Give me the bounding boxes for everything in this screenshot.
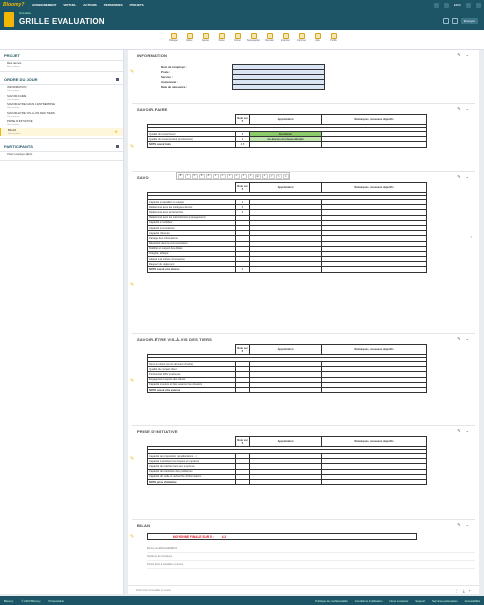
editor-tool-button[interactable]: ≡ [220, 174, 226, 179]
block-title: BILAN [137, 523, 151, 528]
add-icon[interactable]: + [468, 587, 471, 593]
edit-icon[interactable]: ✎ [457, 428, 461, 433]
save-icon [251, 33, 257, 39]
header-blank [148, 437, 236, 447]
sidebar-item-sub: Mon contenu [7, 65, 20, 68]
sidebar-section[interactable] [0, 50, 123, 61]
chevron-down-icon[interactable]: ⌄ [465, 52, 469, 57]
table-header [148, 183, 427, 193]
final-average-label: MOYENNE FINALE SUR 5 : [173, 534, 214, 539]
chevron-down-icon[interactable]: ⌄ [465, 336, 469, 341]
send-button[interactable]: Envoyer [461, 18, 478, 24]
sidebar-item[interactable] [0, 152, 123, 158]
footer-link[interactable]: Accessibilité [464, 598, 480, 603]
remarks-cell[interactable] [322, 387, 427, 392]
pin-icon[interactable]: ✎ [130, 534, 135, 540]
editor-tool-button[interactable]: ↶ [269, 174, 275, 179]
profile-icon [331, 33, 337, 39]
criterion-cell: Réactivité dans la communication [148, 241, 236, 246]
criterion-cell: Capacité à travailler en équipe [148, 200, 236, 205]
download-icon[interactable]: ⤓ [462, 587, 465, 593]
criterion-cell: Qualité du contact client [148, 367, 236, 372]
criterion-cell: Relationnel avec les subordonnés (management) [148, 215, 236, 220]
pin-icon[interactable]: ✎ [130, 144, 135, 150]
footer-link[interactable]: Bloomy [4, 598, 14, 603]
tool-label: Tester [218, 40, 225, 42]
note-cell[interactable]: 4 [236, 137, 250, 142]
divider [0, 160, 123, 161]
initiative-block [132, 426, 475, 520]
appreciation-cell[interactable]: Au-dessus du niveau attendu [250, 137, 322, 142]
appreciation-cell[interactable] [250, 479, 322, 484]
editor-tool-button[interactable]: S [199, 174, 205, 179]
editor-tool-button[interactable]: ≡ [262, 174, 268, 179]
note-cell[interactable]: 4.5 [236, 142, 250, 147]
note-cell[interactable] [236, 387, 250, 392]
table-header [148, 115, 427, 125]
add-icon[interactable] [116, 78, 119, 81]
bilan-block [132, 520, 475, 586]
sidebar-item-sub: Voir contenu [7, 90, 20, 93]
sidebar-item[interactable] [0, 102, 123, 110]
table-row [148, 142, 427, 147]
breadcrumb[interactable]: Formulaire [19, 12, 31, 15]
note-header: Note sur 5 [237, 346, 248, 353]
remarks-cell[interactable] [322, 479, 427, 484]
sidebar-item-label: PRISE D'INITIATIVE [7, 119, 33, 124]
header-blank [148, 345, 236, 355]
bilan-field[interactable]: Points forts à travailler et suivre [147, 561, 475, 569]
test-icon [219, 33, 225, 39]
block-title: SAVOIR-FAIRE [137, 107, 168, 112]
sidebar-item[interactable] [0, 85, 123, 93]
criterion-cell: Qualité du travail produit (productivité) [148, 137, 236, 142]
sidebar-item[interactable] [0, 61, 123, 69]
tool-cloner[interactable] [230, 31, 245, 48]
tool-sauvegarder[interactable] [246, 31, 261, 48]
tool-label: Sauvegarder [246, 40, 261, 42]
block-title: PRISE D'INITIATIVE [137, 429, 178, 434]
comment-input[interactable]: Point forts à travailler et suivre [136, 588, 171, 592]
pin-icon[interactable]: ✎ [130, 69, 135, 75]
sidebar-section-title: PROJET [4, 53, 21, 58]
tool-partager[interactable] [166, 31, 181, 48]
sidebar-section-title: PARTICIPANTS [4, 144, 33, 150]
info-label: Date de naissance : [161, 85, 188, 89]
tool-label: Cloner [234, 40, 241, 42]
table-row [148, 387, 427, 392]
info-row [160, 85, 324, 90]
editor-tool-button[interactable]: U [192, 174, 198, 179]
editor-tool-button[interactable]: A [206, 174, 212, 179]
tool-label: Aide [315, 40, 320, 42]
footer-link[interactable]: Conditions d'utilisation [354, 598, 383, 603]
page-title: GRILLE EVALUATION [19, 17, 105, 26]
sidebar-item-label: Chez employe (Eric) [7, 152, 33, 157]
top-navbar [0, 0, 484, 10]
app-logo[interactable]: Bloomy? [3, 2, 25, 8]
sidebar-item-sub: Voir contenu [8, 132, 21, 135]
revision-icon [267, 33, 273, 39]
edit-icon[interactable]: ✎ [457, 52, 461, 57]
table-row [148, 267, 427, 272]
sidebar-item-sub: Voir contenu [7, 115, 20, 118]
footer-link[interactable]: Politique de confidentialité [315, 598, 348, 603]
editor-tool-button[interactable]: ≡ [234, 174, 240, 179]
tool-ajouter[interactable] [198, 31, 213, 48]
criterion-cell: Adapté à la culture d'entreprise [148, 257, 236, 262]
top-nav [32, 3, 143, 7]
table-row [148, 479, 427, 484]
criterion-cell: Capacité à suivre et faire avancer les dossiers [148, 382, 236, 387]
editor-tool-button[interactable]: ≡ [241, 174, 247, 179]
criterion-cell: Sens du client (ou du donneur d'ordre) [148, 362, 236, 367]
sidebar-item[interactable] [0, 119, 123, 127]
savoir-etre-block [132, 172, 475, 334]
criterion-cell: Relationnel avec les collègues directs [148, 205, 236, 210]
tool-profils[interactable] [326, 31, 341, 48]
info-value-field[interactable] [232, 85, 324, 90]
main-content [128, 50, 479, 594]
sidebar-section[interactable] [0, 141, 123, 152]
tool-label: Imprimer [296, 40, 307, 42]
appreciation-cell[interactable]: Excellente [250, 132, 322, 137]
sidebar-section[interactable] [0, 74, 123, 85]
notifications-icon[interactable] [434, 3, 439, 8]
note-header: Note sur 5 [237, 438, 248, 445]
editor-tool-button[interactable]: ↷ [276, 174, 282, 179]
header-blank [148, 115, 236, 125]
remarks-header: Remarques, nouveaux objectifs [322, 437, 427, 447]
appreciation-header: Appréciation [250, 437, 322, 447]
criterion-cell: Qualité du travail fourni [148, 132, 236, 137]
criterion-cell: NOTE savoir-être externe [148, 387, 236, 392]
editor-tool-button[interactable]: ⊞ [255, 174, 261, 179]
block-title: INFORMATION [137, 53, 168, 58]
top-nav-item[interactable]: PROJETS [129, 3, 144, 7]
appreciation-cell[interactable] [250, 267, 322, 272]
appreciation-cell[interactable] [250, 387, 322, 392]
export-icon [283, 33, 289, 39]
block-title: SAVO [137, 175, 149, 180]
edit-icon[interactable]: ✎ [457, 174, 461, 179]
footer-link[interactable]: Nous contacter [389, 598, 409, 603]
criterion-cell: Capacité à anticiper les risques et imprévus [148, 459, 236, 464]
info-label: Poste : [161, 70, 171, 74]
add-icon [203, 33, 209, 39]
favorite-icon[interactable] [443, 18, 449, 24]
comment-bar [128, 585, 479, 594]
criterion-cell: Capacité de veille et recherche d'informations [148, 474, 236, 479]
criterion-cell: Capacité de réaction face aux imprévus [148, 464, 236, 469]
editor-tool-button[interactable]: ≡ [213, 174, 219, 179]
remarks-header: Remarques, nouveaux objectifs [322, 183, 427, 193]
divider [0, 71, 123, 72]
print-icon [299, 33, 305, 39]
clone-icon [235, 33, 241, 39]
sidebar-item-sub: Voir contenu [7, 107, 20, 110]
criterion-cell: NOTE prise d'initiative [148, 479, 236, 484]
sidebar-item-label: SAVOIR-ETRE DANS L'ENTREPRISE [7, 102, 56, 107]
appreciation-header: Appréciation [250, 183, 322, 193]
tool-imprimer[interactable] [294, 31, 309, 48]
footer [0, 596, 484, 605]
final-average-value: 4.2 [221, 534, 227, 539]
pin-icon[interactable]: ✎ [130, 282, 135, 288]
tool-label: Ajouter [201, 40, 210, 42]
table-header [148, 437, 427, 447]
criterion-cell: Respect du règlement [148, 262, 236, 267]
criterion-cell: Engagement auprès des clients [148, 377, 236, 382]
footer-link[interactable]: Services partenaires [432, 598, 458, 603]
sidebar-item-label: SAVOIR-FAIRE [7, 93, 27, 98]
editor-tool-button[interactable]: ≡ [227, 174, 233, 179]
note-header: Note sur 5 [237, 184, 248, 191]
criterion-cell: Fiabilité et respect des délais [148, 246, 236, 251]
appreciation-cell[interactable] [250, 142, 322, 147]
edit-icon[interactable]: ✎ [457, 336, 461, 341]
remarks-header: Remarques, nouveaux objectifs [322, 345, 427, 355]
sidebar-item[interactable] [0, 128, 123, 136]
criterion-cell: Capacité à mobiliser [148, 220, 236, 225]
form-badge-icon [4, 12, 14, 27]
criterion-cell: Capacité à convaincre [148, 225, 236, 230]
chevron-down-icon[interactable]: ⌄ [465, 106, 469, 111]
sidebar-item[interactable] [0, 111, 123, 119]
tool-aide[interactable] [310, 31, 325, 48]
tool-exporter[interactable] [278, 31, 293, 48]
sidebar [0, 50, 124, 594]
remarks-header: Remarques, nouveaux objectifs [322, 115, 427, 125]
table-header [148, 345, 427, 355]
footer-link[interactable]: Présentation [48, 598, 65, 603]
rich-text-toolbar [176, 172, 290, 180]
chevron-left-icon[interactable]: ‹ [470, 234, 472, 239]
editor-tool-button[interactable]: ✕ [283, 174, 289, 179]
share-icon [171, 33, 177, 39]
final-average [147, 533, 417, 540]
chevron-down-icon[interactable]: ⌄ [465, 174, 469, 179]
tiers-block [132, 334, 475, 426]
criterion-cell: NOTE savoir-être interne [148, 267, 236, 272]
chevron-down-icon[interactable]: ⌄ [465, 522, 469, 527]
top-nav-item[interactable]: PERSONNES [103, 3, 123, 7]
search-icon[interactable] [466, 3, 471, 8]
page-header [0, 10, 484, 30]
pin-icon[interactable]: ✎ [130, 456, 135, 462]
divider [0, 138, 123, 139]
criterion-cell: Capacité de résolution des problèmes [148, 469, 236, 474]
pin-icon[interactable]: ✎ [130, 378, 135, 384]
note-cell[interactable]: 4 [236, 267, 250, 272]
edit-icon [187, 33, 193, 39]
tool-editer[interactable] [182, 31, 197, 48]
sidebar-item-label: SAVOIR-ETRE VIS-A-VIS DES TIERS [7, 110, 55, 115]
note-cell[interactable]: 3 [236, 210, 250, 215]
criterion-cell: Relationnel avec la hiérarchie [148, 210, 236, 215]
editor-tool-button[interactable]: ≡ [248, 174, 254, 179]
sidebar-item-sub: Voir contenu [7, 98, 20, 101]
info-block [132, 50, 475, 104]
sidebar-section-title: ORDRE DU JOUR [4, 77, 38, 83]
appreciation-header: Appréciation [250, 115, 322, 125]
tool-label: Exporter [281, 40, 290, 42]
top-nav-item[interactable]: ACTIONS [83, 3, 97, 7]
criterion-cell: Pertinentité RDV extérieurs [148, 372, 236, 377]
editor-tool-button[interactable]: I [185, 174, 191, 179]
tool-revision[interactable] [262, 31, 277, 48]
tool-label: Profils [330, 40, 337, 42]
info-label: Service : [161, 75, 173, 79]
footer-link[interactable]: © 2023 Bloomy [21, 598, 41, 603]
criterion-cell: Capacité d'écoute [148, 231, 236, 236]
note-header: Note sur 5 [237, 116, 248, 123]
note-cell[interactable] [236, 479, 250, 484]
tool-tester[interactable] [214, 31, 229, 48]
toolbar [0, 30, 484, 50]
more-icon[interactable]: ⋮ [454, 587, 459, 593]
info-label: Ancienneté : [161, 80, 178, 84]
top-nav-item[interactable]: ENSEIGNEMENT [32, 3, 57, 7]
tool-label: Partager [169, 40, 178, 42]
remarks-cell[interactable] [322, 267, 427, 272]
user-avatar[interactable] [444, 3, 449, 8]
criterion-cell: Intégrité, éthique [148, 251, 236, 256]
sidebar-item-sub: Voir contenu [7, 124, 20, 127]
criterion-cell: Capacité de proposition (améliorations ...) [148, 454, 236, 459]
info-label: Nom de l'employé : [161, 65, 187, 69]
bilan-field[interactable]: Bonus ou ENGAGEMENT [147, 545, 475, 553]
header-blank [148, 183, 236, 193]
footer-link[interactable]: Support [415, 598, 426, 603]
sidebar-item-label: INFORMATION [7, 85, 27, 90]
top-nav-item[interactable]: VIRTUEL [63, 3, 77, 7]
tool-label: Editer [186, 40, 193, 42]
criterion-cell: NOTE savoir-faire [148, 142, 236, 147]
block-title: SAVOIR-ÊTRE VIS-À-VIS DES TIERS [137, 337, 213, 342]
appreciation-header: Appréciation [250, 345, 322, 355]
edit-icon[interactable]: ✎ [457, 522, 461, 527]
note-cell[interactable]: 5 [236, 205, 250, 210]
add-icon[interactable] [116, 145, 119, 148]
more-icon[interactable] [452, 18, 458, 24]
note-cell[interactable]: 4 [236, 200, 250, 205]
bilan-field[interactable]: Système de l'employe [147, 553, 475, 561]
star-icon[interactable]: ★ [114, 128, 118, 134]
savoir-faire-block [132, 104, 475, 172]
note-cell[interactable]: 5 [236, 132, 250, 137]
tool-label: Revision [265, 40, 274, 42]
chevron-down-icon[interactable]: ⌄ [465, 428, 469, 433]
sidebar-item[interactable] [0, 94, 123, 102]
sidebar-item-label: BILAN [8, 127, 17, 132]
editor-tool-button[interactable]: B [178, 174, 184, 179]
menu-icon[interactable] [476, 3, 481, 8]
sidebar-item-label: Mes demos [7, 61, 22, 65]
help-icon [315, 33, 321, 39]
criterion-cell: Partage des informations [148, 236, 236, 241]
user-name[interactable]: ERIC [453, 3, 461, 7]
remarks-cell[interactable] [322, 142, 427, 147]
edit-icon[interactable]: ✎ [457, 106, 461, 111]
